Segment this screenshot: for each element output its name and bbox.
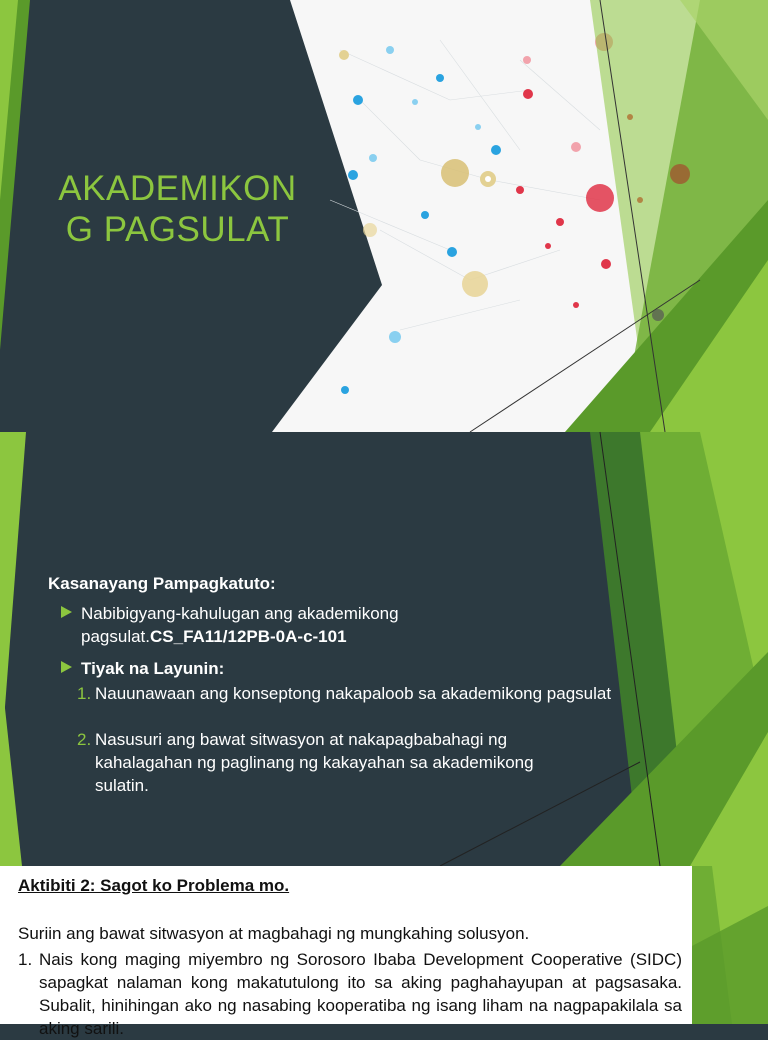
activity-instructions: Suriin ang bawat sitwasyon at magbahagi ng mungkahing solusyon. (18, 924, 530, 943)
specific-objectives-label: Tiyak na Layunin: (81, 659, 225, 678)
competency-text: Nabibigyang-kahulugan ang akademikong pagsulat. (81, 604, 399, 646)
right-green-shape (692, 866, 768, 1024)
slide-title: AKADEMIKON G PAGSULAT (58, 169, 297, 249)
bullet-competency (61, 602, 481, 648)
objectives-slide-background (0, 432, 768, 866)
competency-code: CS_FA11/12PB-0A-c-101 (150, 627, 347, 646)
title-slide (0, 0, 768, 432)
objectives-heading: Kasanayang Pampagkatuto: (48, 574, 276, 593)
activity-title: Aktibiti 2: Sagot ko Problema mo. (18, 876, 290, 895)
bullet-objectives (61, 657, 481, 680)
objectives-slide (0, 432, 768, 866)
objective-item-1: 1. Nauunawaan ang konseptong nakapaloob sa akademikong pagsulat (77, 684, 612, 703)
triangle-bullet-icon (61, 606, 72, 618)
situation-item-1: 1. Nais kong maging miyembro ng Sorosoro Ibaba Development Cooperative (SIDC) sapagkat nalaman kong makatutulong ito sa aking paghahayupan at pagsasaka. Subalit, hinihingan ako ng nasabing kooperatiba ng isang liham na nagpapakilala sa aking sarili. (18, 950, 682, 1038)
objective-item-2: 2. Nasusuri ang bawat sitwasyon at nakapagbabahagi ng kahalagahan ng paglinang ng kakayahan sa akademikong sulatin. (77, 730, 534, 795)
activity-slide (0, 866, 768, 1038)
triangle-bullet-icon (61, 661, 72, 673)
